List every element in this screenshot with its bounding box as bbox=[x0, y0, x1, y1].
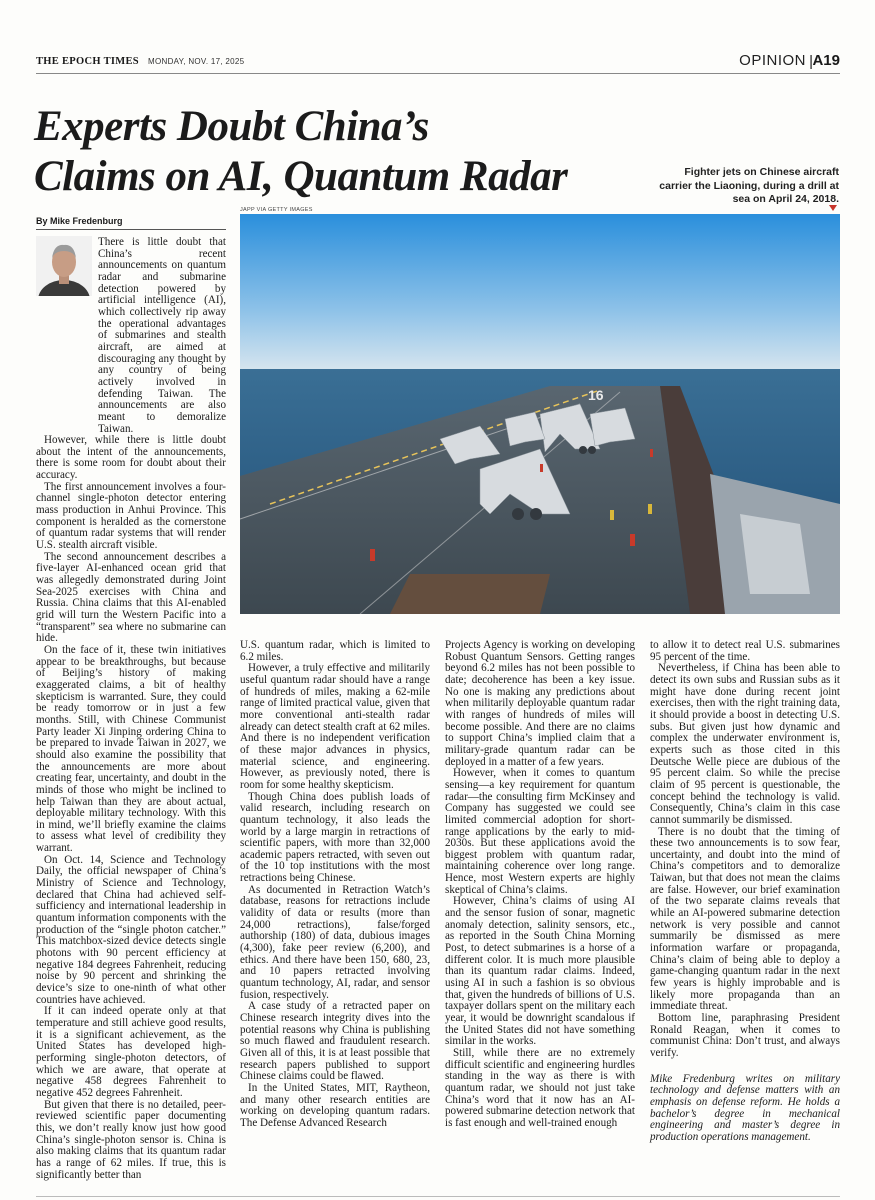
article-paragraph: On Oct. 14, Science and Technology Daily, the official newspaper of China’s Ministry of Science and Technology, declared that China had achieved self-sufficiency and international leadership in quantum information components with the production of the “single photon catcher.” This matchbox-sized device detects single photons with 90 percent efficiency at negative 184 degrees Fahrenheit, reducing noise by 90 percent and shrinking the device’s size to one-ninth of what other countries have achieved. bbox=[36, 853, 226, 1006]
article-paragraph: A case study of a retracted paper on Chinese research integrity dives into the potential reasons why China is publishing so much flawed and fraudulent research. Given all of this, it is at least possible that research papers published to support Chinese claims could be flawed. bbox=[240, 1000, 430, 1083]
article-paragraph: Nevertheless, if China has been able to detect its own subs and Russian subs as it might have done during recent joint exercises, then with the right training data, it should provide a boost in detecting U.S. subs. But given just how dynamic and complex the underwater environment is, experts such as those cited in this Deutsche Welle piece are dubious of the 95 percent claim. So while the precise claim of 95 percent is questionable, the concept behind the technology is valid. Consequently, China’s claim in this case cannot summarily be dismissed. bbox=[650, 662, 840, 826]
headline bbox=[34, 102, 634, 202]
masthead bbox=[36, 52, 840, 72]
issue-date: MONDAY, NOV. 17, 2025 bbox=[148, 57, 245, 66]
article-paragraph: But given that there is no detailed, peer-reviewed scientific paper documenting this, we don’t really know just how good China’s single-photon sensor is. China is also making claims that its quantum radar has a range of 62 miles. If true, this is significantly better than bbox=[36, 1098, 226, 1181]
article-paragraph: On the face of it, these twin initiatives appear to be breakthroughs, but because of Beijing’s history of making exaggerated claims, a bit of healthy skepticism is warranted. Sure, they could be ready tomorrow or in just a few months. Still, with Chinese Communist Party leader Xi Jinping ordering China to be prepared to invade Taiwan in 2027, we should also examine the possibility that the announcements are more about creating fear, uncertainty, and doubt in the minds of those who might be inclined to help Taiwan than they are about actual, deployable military technology. With this in mind, we’ll briefly examine the claims to assess what level of credibility they warrant. bbox=[36, 643, 226, 855]
article-paragraph: As documented in Retraction Watch’s database, reasons for retractions include validity of data or results (more than 24,000 retractions), false/forged authorship (180) of data, dubious images (4,300), fake peer review (6,200), and ethics. And there have been 150, 680, 23, and 10 papers retracted involving quantum technology, AI, radar, and sensor fusion, respectively. bbox=[240, 883, 430, 1001]
bottom-rule bbox=[36, 1196, 840, 1197]
article-paragraph: U.S. quantum radar, which is limited to 6.2 miles. bbox=[240, 639, 430, 663]
article-paragraph: However, while there is little doubt about the intent of the announcements, there is some room for doubt about their accuracy. bbox=[36, 434, 226, 482]
article-paragraph: to allow it to detect real U.S. submarines 95 percent of the time. bbox=[650, 639, 840, 663]
photo-credit: JAPP VIA GETTY IMAGES bbox=[240, 207, 313, 213]
carrier-photo bbox=[240, 214, 840, 614]
author-bio: Mike Fredenburg writes on military technology and defense matters with an emphasis on defense reform. He holds a bachelor’s degree in mechanical engineering and master’s degree in production operations management. bbox=[650, 1072, 840, 1143]
page-number: A19 bbox=[812, 52, 840, 69]
article-paragraph: The first announcement involves a four-channel single-photon detector entering mass production in Anhui Province. This component is heralded as the cornerstone of quantum radar systems that will render U.S. stealth aircraft visible. bbox=[36, 480, 226, 552]
deck-number: 16 bbox=[588, 387, 604, 403]
byline-rule bbox=[36, 229, 226, 230]
article-paragraph: Projects Agency is working on developing Robust Quantum Sensors. Getting ranges beyond 6.2 miles has not been possible to date; decoherence has been a key issue. No one is making any predictions about when militarily deployable quantum radar with ranges of hundreds of miles will become possible. And there are no claims to support China’s implied claim that a military-grade quantum radar can be deployed in a matter of a few years. bbox=[445, 639, 635, 768]
headline-line-2: Claims on AI, Quantum Radar bbox=[34, 153, 568, 200]
section-separator: | bbox=[809, 53, 813, 70]
article-paragraph: However, a truly effective and militarily useful quantum radar should have a range of hundreds of miles, making a 62-mile range of limited practical value, given that more conventional anti-stealth radar already can detect stealth craft at 62 miles. And there is no independent verification of these major advances in physics, material science, and engineering. However, as previously noted, there is room for some healthy skepticism. bbox=[240, 662, 430, 791]
sky bbox=[240, 214, 840, 372]
caption-arrow-icon bbox=[829, 205, 837, 211]
article-column-2 bbox=[240, 640, 430, 1130]
article-paragraph: There is no doubt that the timing of these two announcements is to sow fear, uncertainty, and doubt into the mind of China’s competitors and to demoralize Taiwan, but that does not mean the claims are false. However, our brief examination of the two separate claims reveals that while an AI-powered submarine detection network is very possible and cannot summarily be dismissed as mere information warfare or propaganda, China’s claim of being able to deploy a game-changing quantum radar in the next few years is highly improbable and is likely more propaganda than an immediate threat. bbox=[650, 825, 840, 1013]
section-label: OPINION bbox=[739, 52, 806, 69]
article-paragraph: Though China does publish loads of valid research, including research on quantum technology, it also leads the world by a large margin in retractions of scientific papers, with more than 32,000 academic papers retracted, with seven out of the 10 top institutions with the most retractions being Chinese. bbox=[240, 790, 430, 885]
article-paragraph: Still, while there are no extremely difficult scientific and engineering hurdles standing in the way as there is with quantum radar, we should not just take China’s word that it now has an AI-powered submarine detection network that is fast enough and well-trained enough bbox=[445, 1046, 635, 1129]
publication-name: THE EPOCH TIMES bbox=[36, 56, 139, 67]
article-paragraph: There is little doubt that China’s recent announcements on quantum radar and submarine detection powered by artificial intelligence (AI), which collectively rip away the operational advantages of submarines and stealth aircraft, are aimed at discouraging any thought by any country of being actively involved in defending Taiwan. The announcements are also meant to demoralize Taiwan. bbox=[98, 236, 226, 435]
article-paragraph: However, when it comes to quantum sensing—a key requirement for quantum radar—the consulting firm McKinsey and Company has suggested we could see limited commercial adoption for short-range applications by the early to mid-2030s. But these applications avoid the biggest problem with quantum radar, maintaining coherence over long range. Hence, most Western experts are highly skeptical of China’s claims. bbox=[445, 767, 635, 896]
article-paragraph: The second announcement describes a five-layer AI-enhanced ocean grid that was allegedly demonstrated during Joint Sea-2025 exercises with China and Russia. China claims that this AI-enabled grid will turn the Western Pacific into a “transparent” sea where no submarine can hide. bbox=[36, 550, 226, 645]
article-paragraph: Bottom line, paraphrasing President Ronald Reagan, when it comes to communist China: Don’t trust, and always verify. bbox=[650, 1012, 840, 1059]
island-detail bbox=[740, 514, 810, 594]
article-column-3 bbox=[445, 640, 635, 1130]
byline: By Mike Fredenburg bbox=[36, 216, 123, 226]
article-paragraph: If it can indeed operate only at that temperature and still achieve good results, it is a significant achievement, as the United States has developed high-performing single-photon detectors, of which we are aware, that operate at negative 458 degrees Fahrenheit to negative 452 degrees Fahrenheit. bbox=[36, 1005, 226, 1099]
article-column-1 bbox=[36, 237, 226, 1181]
top-rule bbox=[36, 73, 840, 74]
headline-line-1: Experts Doubt China’s bbox=[34, 103, 429, 150]
article-column-4 bbox=[650, 640, 840, 1144]
article-paragraph: However, China’s claims of using AI and the sensor fusion of sonar, magnetic anomaly detection, salinity sensors, etc., as reported in the South China Morning Post, to detect submarines is a horse of a different color. It is much more plausible than its quantum radar claims. Indeed, using AI in such a fashion is so obvious that, given the hundreds of billions of U.S. taxpayer dollars spent on the military each year, it would be downright scandalous if the United States did not have something similar in the works. bbox=[445, 895, 635, 1048]
article-paragraph: In the United States, MIT, Raytheon, and many other research entities are working on developing quantum radars. The Defense Advanced Research bbox=[240, 1081, 430, 1129]
photo-caption: Fighter jets on Chinese aircraft carrier the Liaoning, during a drill at sea on April 24, 2018. bbox=[659, 166, 839, 205]
